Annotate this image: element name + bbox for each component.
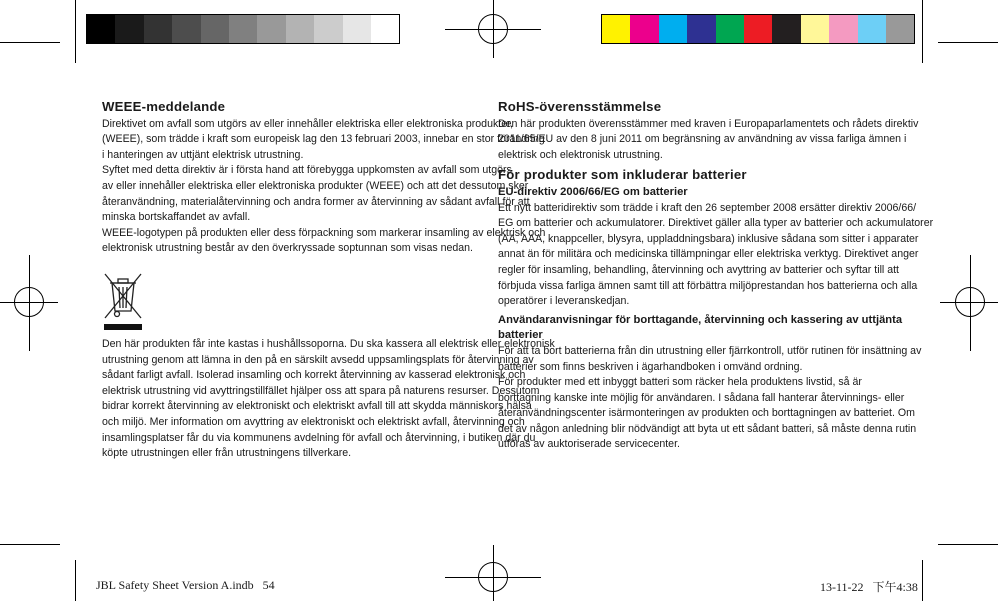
color-swatch (829, 15, 857, 43)
weee-disposal-text (102, 337, 555, 462)
color-swatch (772, 15, 800, 43)
color-swatch (257, 15, 285, 43)
color-swatch (801, 15, 829, 43)
text-line: elektrisk utrustning vid avyttringstillfället hjälper oss att spara på naturens resurser. Dessutom (102, 384, 540, 397)
text-line: För att ta bort batterierna från din utrustning eller fjärrkontroll, utför rutinen för insättning av (498, 344, 922, 357)
text-line: operatörer i leveranskedjan. (498, 295, 630, 308)
file-slug: JBL Safety Sheet Version A.indb 54 (96, 578, 275, 592)
eu-directive-text (498, 201, 934, 310)
color-swatch (144, 15, 172, 43)
color-swatch (172, 15, 200, 43)
weee-heading: WEEE-meddelande (102, 99, 226, 114)
color-swatch (371, 15, 399, 43)
text-line: annat än för militära och medicinska tillämpningar eller elektriska verktyg. Direktivet anger (498, 248, 919, 261)
heading-line: batterier (498, 329, 543, 342)
color-swatch (687, 15, 715, 43)
color-swatch (744, 15, 772, 43)
text-line: EG om batterier och ackumulatorer. Direktivet gäller alla typer av batterier och ackumulatorer (498, 217, 934, 230)
text-line: bidrar korrekt återvinning av elektroniskt och elektriskt avfall till att skydda människors hälsa (102, 400, 532, 413)
color-swatch (229, 15, 257, 43)
color-swatch (602, 15, 630, 43)
text-line: WEEE-logotypen på produkten eller dess förpackning som markerar insamling av elektrisk och (102, 226, 546, 239)
text-line: batterier som finns beskriven i ägarhandboken i omvänd ordning. (498, 360, 803, 373)
usage-text (498, 344, 922, 453)
color-swatch (115, 15, 143, 43)
text-line: det av någon anledning blir nödvändigt att byta ut ett sådant batteri, så måste denna rutin (498, 422, 917, 435)
rohs-heading: RoHS-överensstämmelse (498, 99, 662, 114)
color-swatch (886, 15, 914, 43)
text-line: köpte utrustningen eller från utrustningens tillverkare. (102, 447, 352, 460)
text-line: borttagning kanske inte möjlig för användaren. I sådana fall hanterar återvinnings- eller (498, 391, 905, 404)
eu-directive-heading: EU-direktiv 2006/66/EG om batterier (498, 185, 688, 198)
text-line: Den här produkten överensstämmer med kraven i Europaparlamentets och rådets direktiv (498, 117, 919, 130)
color-swatch (201, 15, 229, 43)
heading-line: Användaranvisningar för borttagande, återvinning och kassering av uttjänta (498, 313, 903, 326)
text-line: (WEEE), som trädde i kraft som europeisk lag den 13 februari 2003, innebar en stor förändring (102, 133, 545, 146)
gray-color-bar (86, 14, 400, 44)
rohs-battery-section (498, 99, 934, 453)
color-swatch (630, 15, 658, 43)
text-line: återanvändningscenter isärmonteringen av produkten och borttagningen av batteriet. Om (498, 407, 915, 420)
text-line: elektrisk och elektronisk utrustning. (498, 148, 663, 161)
text-line: Direktivet om avfall som utgörs av eller innehåller elektriska eller elektroniska produkter, (102, 117, 513, 130)
date-slug: 13-11-22 下午4:38 (820, 580, 918, 594)
text-line: (AA, AAA, knappceller, blysyra, uppladdningsbara) inklusive sådana som sitter i apparater (498, 232, 919, 245)
batteries-heading: För produkter som inkluderar batterier (498, 167, 747, 183)
color-swatch (286, 15, 314, 43)
rohs-body-text (498, 117, 919, 164)
color-swatch (343, 15, 371, 43)
weee-body-text (102, 117, 546, 257)
text-line: och miljö. Mer information om avyttring av elektroniskt och elektriskt avfall, återvinning och (102, 415, 525, 428)
text-line: återanvändning, materialåtervinning och andra former av återvinning av sådant avfall för att (102, 195, 530, 208)
color-swatch (314, 15, 342, 43)
text-line: Ett nytt batteridirektiv som trädde i kraft den 26 september 2008 ersätter direktiv 2006/66/ (498, 201, 917, 214)
text-line: sådant farligt avfall. Isolerad insamling och korrekt återvinning av kasserad elektronisk och (102, 369, 526, 382)
process-color-bar (601, 14, 915, 44)
color-swatch (716, 15, 744, 43)
text-line: regler för insamling, behandling, återvinning och avyttring av batterier och syftar till att (498, 263, 900, 276)
color-swatch (858, 15, 886, 43)
usage-heading (498, 313, 903, 344)
weee-crossed-bin-icon (102, 257, 502, 337)
text-line: i hanteringen av uttjänt elektrisk utrustning. (102, 148, 304, 161)
text-line: insamlingsplatser får du via kommunens avdelning för avfall och återvinning, i butiken där du (102, 431, 536, 444)
text-line: förbjuda vissa farliga ämnen samt till att förbättra miljöprestandan hos batterierna och alla (498, 279, 918, 292)
text-line: 2011/65/EU av den 8 juni 2011 om begränsning av användning av vissa farliga ämnen i (498, 133, 907, 146)
text-line: Den här produkten får inte kastas i hushållssoporna. Du ska kassera all elektrisk eller elektronisk (102, 337, 555, 350)
text-line: elektronisk utrustning består av den överkryssade soptunnan som visas nedan. (102, 242, 473, 255)
text-line: För produkter med ett inbyggt batteri som räcker hela produktens livstid, så är (498, 376, 862, 389)
color-swatch (87, 15, 115, 43)
text-line: minska bortskaffandet av avfall. (102, 211, 251, 224)
text-line: utrustning genom att lämna in den på en särskilt avsedd uppsamlingsplats för återvinning av (102, 353, 534, 366)
text-line: Syftet med detta direktiv är i första hand att förebygga uppkomsten av avfall som utgörs (102, 164, 512, 177)
color-swatch (659, 15, 687, 43)
text-line: av eller innehåller elektriska eller elektroniska produkter (WEEE) och att det dessutom sker (102, 179, 529, 192)
text-line: utföras av auktoriserade servicecenter. (498, 438, 680, 451)
